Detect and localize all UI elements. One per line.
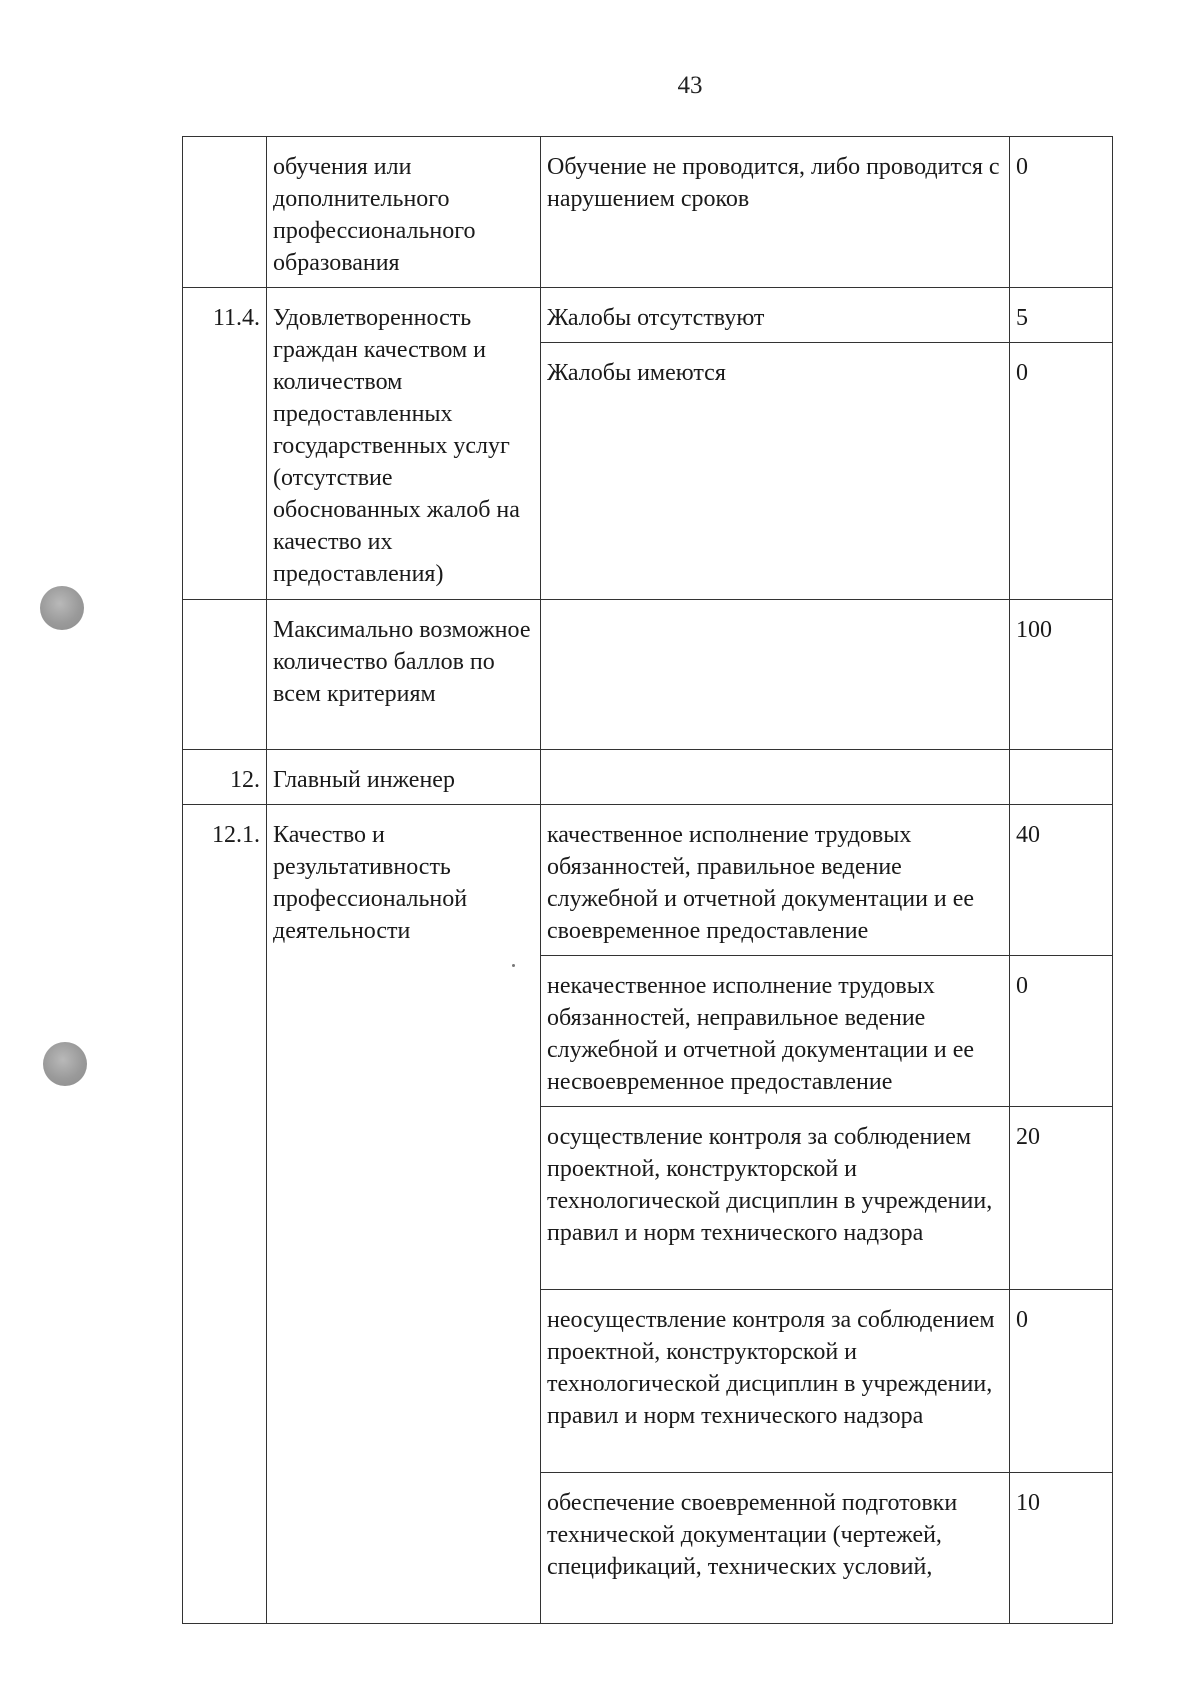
row-number: 12. — [183, 750, 267, 805]
indicator-text: Жалобы имеются — [541, 343, 1010, 600]
score-value: 0 — [1010, 343, 1113, 600]
score-value: 10 — [1010, 1473, 1113, 1624]
speck — [512, 964, 515, 967]
criteria-table — [182, 136, 1113, 1624]
table-row — [183, 805, 1113, 956]
table-row — [183, 750, 1113, 805]
row-number — [183, 600, 267, 750]
indicator-text: Жалобы отсутствуют — [541, 288, 1010, 343]
indicator-text — [541, 750, 1010, 805]
criterion-text: Максимально возможное количество баллов по всем критериям — [267, 600, 541, 750]
indicator-text: Обучение не проводится, либо проводится с нарушением сроков — [541, 137, 1010, 288]
score-value — [1010, 750, 1113, 805]
criterion-text: Главный инженер — [267, 750, 541, 805]
score-value: 40 — [1010, 805, 1113, 956]
criterion-text: Качество и результативность профессиональной деятельности — [267, 805, 541, 1624]
page-number: 43 — [677, 72, 703, 99]
indicator-text — [541, 600, 1010, 750]
row-number: 11.4. — [183, 288, 267, 600]
row-number — [183, 137, 267, 288]
row-number: 12.1. — [183, 805, 267, 1624]
table-row — [183, 600, 1113, 750]
table-row — [183, 137, 1113, 288]
score-value: 0 — [1010, 956, 1113, 1107]
score-value: 20 — [1010, 1107, 1113, 1290]
score-value: 0 — [1010, 137, 1113, 288]
score-value: 0 — [1010, 1290, 1113, 1473]
table-row — [183, 288, 1113, 343]
indicator-text: качественное исполнение трудовых обязанностей, правильное ведение служебной и отчетной документации и ее своевременное предоставление — [541, 805, 1010, 956]
indicator-text: некачественное исполнение трудовых обязанностей, неправильное ведение служебной и отчетной документации и ее несвоевременное предоставление — [541, 956, 1010, 1107]
criterion-text: обучения или дополнительного профессионального образования — [267, 137, 541, 288]
punch-hole — [43, 1042, 87, 1086]
indicator-text: обеспечение своевременной подготовки технической документации (чертежей, спецификаций, технических условий, — [541, 1473, 1010, 1624]
indicator-text: неосуществление контроля за соблюдением проектной, конструкторской и технологической дисциплин в учреждении, правил и норм технического надзора — [541, 1290, 1010, 1473]
score-value: 5 — [1010, 288, 1113, 343]
score-value: 100 — [1010, 600, 1113, 750]
punch-hole — [40, 586, 84, 630]
criterion-text: Удовлетворенность граждан качеством и количеством предоставленных государственных услуг (отсутствие обоснованных жалоб на качество их предоставления) — [267, 288, 541, 600]
indicator-text: осуществление контроля за соблюдением проектной, конструкторской и технологической дисциплин в учреждении, правил и норм технического надзора — [541, 1107, 1010, 1290]
